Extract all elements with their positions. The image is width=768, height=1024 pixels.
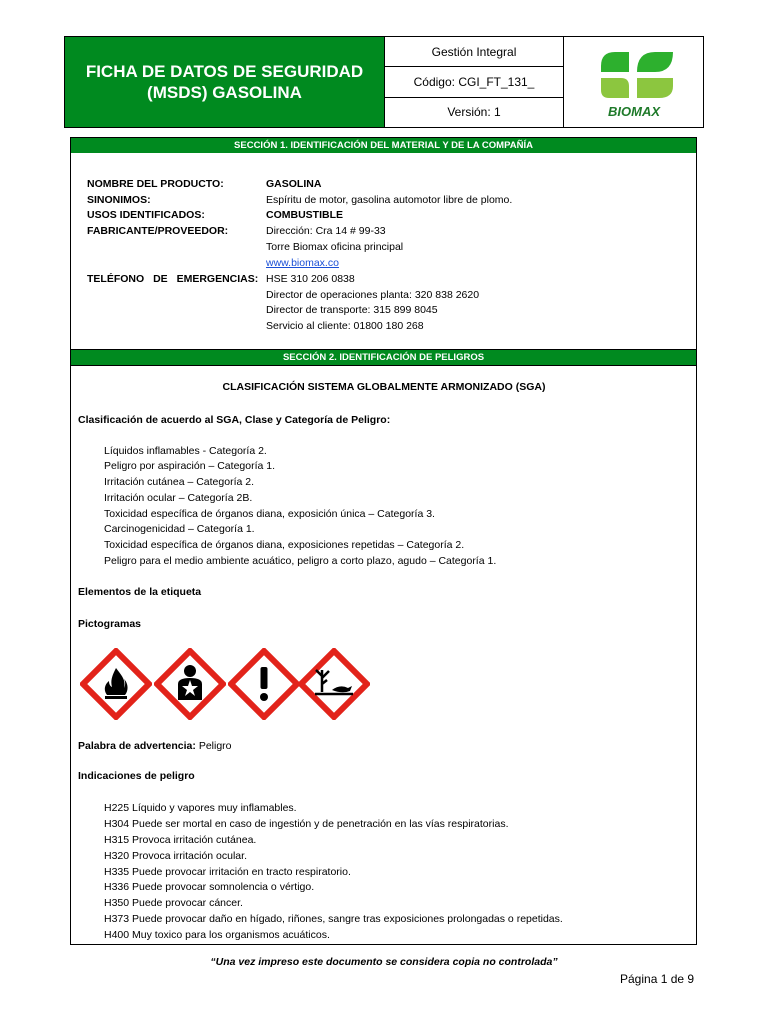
hazard-item: H320 Provoca irritación ocular. xyxy=(104,850,247,862)
direccion-value: Dirección: Cra 14 # 99-33 xyxy=(266,225,386,237)
category-item: Peligro para el medio ambiente acuático, peligro a corto plazo, agudo – Categoría 1. xyxy=(104,555,497,567)
operaciones-phone: Director de operaciones planta: 320 838 2620 xyxy=(266,289,480,301)
document-meta xyxy=(385,37,564,127)
section-divider xyxy=(71,365,696,366)
category-item: Carcinogenicidad – Categoría 1. xyxy=(104,523,255,535)
logo-wordmark: BIOMAX xyxy=(607,104,660,119)
category-item: Líquidos inflamables - Categoría 2. xyxy=(104,445,267,457)
sinonimos-value: Espíritu de motor, gasolina automotor libre de plomo. xyxy=(266,194,513,206)
section-1-title: SECCIÓN 1. IDENTIFICACIÓN DEL MATERIAL Y DE LA COMPAÑÍA xyxy=(71,138,696,153)
health-hazard-icon xyxy=(154,648,226,720)
category-item: Toxicidad específica de órganos diana, exposición única – Categoría 3. xyxy=(104,508,435,520)
flame-icon xyxy=(80,648,152,720)
hazard-item: H315 Provoca irritación cutánea. xyxy=(104,834,257,846)
title-line-2: (MSDS) GASOLINA xyxy=(147,83,302,102)
exclamation-icon xyxy=(228,648,300,720)
page-number: Página 1 de 9 xyxy=(620,972,695,986)
environment-icon xyxy=(298,648,370,720)
version-label: Versión: 1 xyxy=(447,105,501,120)
nombre-label: NOMBRE DEL PRODUCTO: xyxy=(87,178,224,190)
usos-label: USOS IDENTIFICADOS: xyxy=(87,209,205,221)
hazard-item: H400 Muy toxico para los organismos acuáticos. xyxy=(104,929,330,941)
section-2-title: SECCIÓN 2. IDENTIFICACIÓN DE PELIGROS xyxy=(71,350,696,365)
sinonimos-label: SINONIMOS: xyxy=(87,194,151,206)
palabra-advertencia xyxy=(78,739,232,753)
clasificacion-label: Clasificación de acuerdo al SGA, Clase y Categoría de Peligro: xyxy=(78,414,391,426)
hazard-item: H225 Líquido y vapores muy inflamables. xyxy=(104,802,297,814)
palabra-value: Peligro xyxy=(198,740,232,752)
biomax-logo xyxy=(564,37,703,127)
usos-value: COMBUSTIBLE xyxy=(266,209,343,221)
elementos-label: Elementos de la etiqueta xyxy=(78,586,202,598)
telefono-label: TELÉFONO DE EMERGENCIAS: xyxy=(87,273,259,285)
indicaciones-label: Indicaciones de peligro xyxy=(78,770,195,782)
gestion-label: Gestión Integral xyxy=(385,37,563,67)
codigo-label: Código: CGI_FT_131_ xyxy=(385,67,563,97)
sga-title: CLASIFICACIÓN SISTEMA GLOBALMENTE ARMONIZADO (SGA) xyxy=(222,381,546,393)
category-item: Peligro por aspiración – Categoría 1. xyxy=(104,460,276,472)
transporte-phone: Director de transporte: 315 899 8045 xyxy=(266,304,438,316)
hazard-item: H304 Puede ser mortal en caso de ingestión y de penetración en las vías respiratorias. xyxy=(104,818,509,830)
nombre-value: GASOLINA xyxy=(266,178,322,190)
biomax-logo-icon xyxy=(579,42,689,122)
document-title xyxy=(65,37,385,127)
document-header xyxy=(64,36,704,128)
hazard-item: H336 Puede provocar somnolencia o vértigo. xyxy=(104,881,315,893)
palabra-label: Palabra de advertencia: xyxy=(78,740,196,752)
hse-phone: HSE 310 206 0838 xyxy=(266,273,355,285)
torre-value: Torre Biomax oficina principal xyxy=(266,241,404,253)
servicio-phone: Servicio al cliente: 01800 180 268 xyxy=(266,320,424,332)
hazard-item: H373 Puede provocar daño en hígado, riñones, sangre tras exposiciones prolongadas o repetidas. xyxy=(104,913,563,925)
hazard-item: H350 Puede provocar cáncer. xyxy=(104,897,243,909)
pictogramas-label: Pictogramas xyxy=(78,618,142,630)
category-item: Irritación cutánea – Categoría 2. xyxy=(104,476,255,488)
fabricante-label: FABRICANTE/PROVEEDOR: xyxy=(87,225,229,237)
category-item: Irritación ocular – Categoría 2B. xyxy=(104,492,253,504)
footer-note: “Una vez impreso este documento se considera copia no controlada” xyxy=(210,956,558,968)
category-item: Toxicidad específica de órganos diana, exposiciones repetidas – Categoría 2. xyxy=(104,539,465,551)
title-line-1: FICHA DE DATOS DE SEGURIDAD xyxy=(85,62,364,81)
hazard-item: H335 Puede provocar irritación en tracto respiratorio. xyxy=(104,866,351,878)
website-link[interactable]: www.biomax.co xyxy=(266,257,339,269)
